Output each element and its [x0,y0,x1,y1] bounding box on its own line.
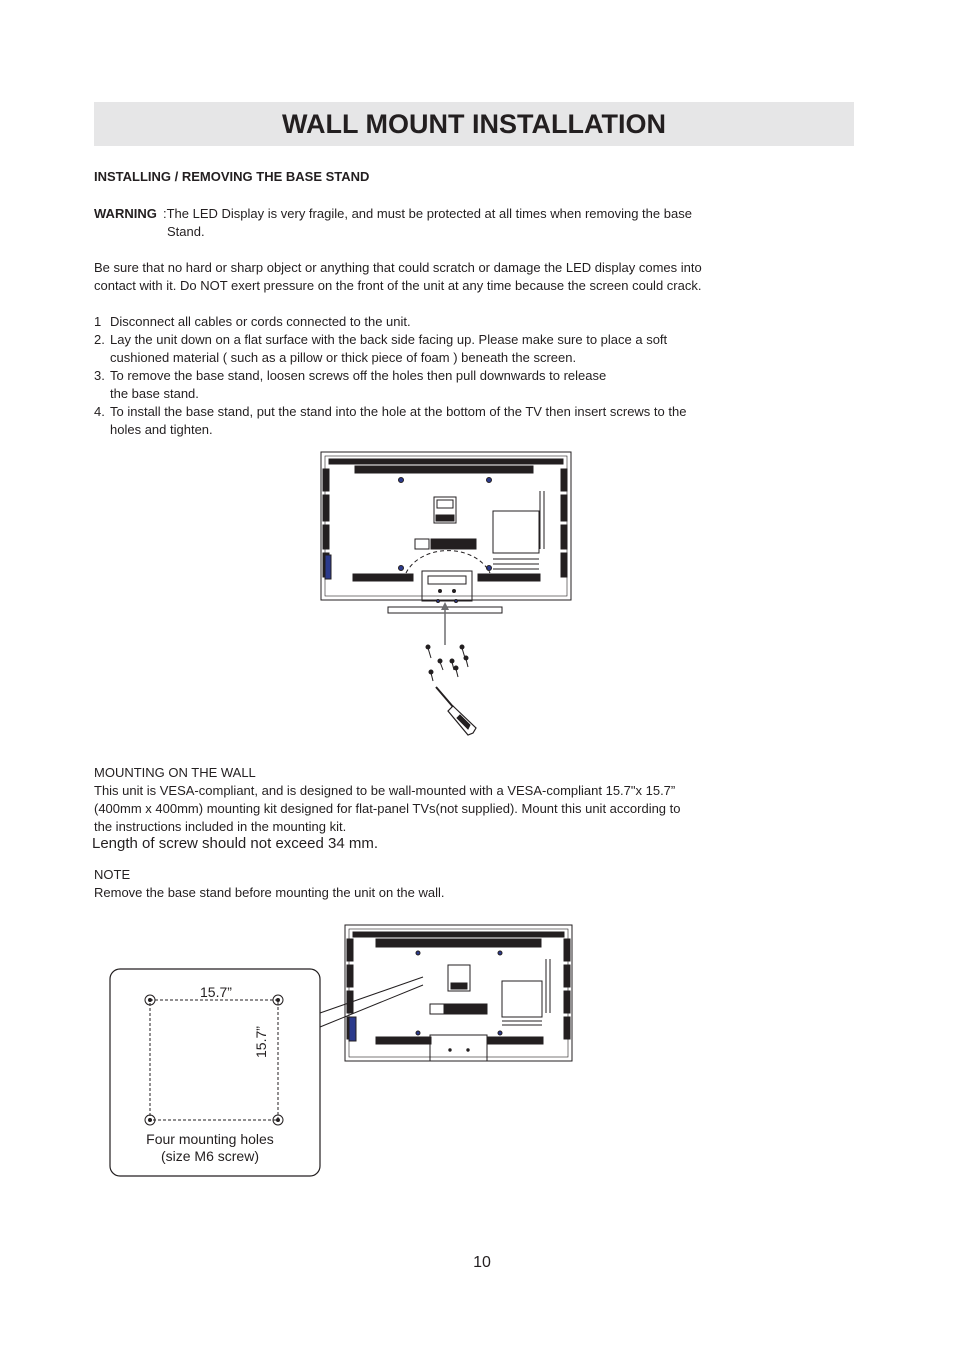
screwdriver-icon [436,687,476,735]
section-heading-base-stand: INSTALLING / REMOVING THE BASE STAND [94,169,370,184]
warning-text-line1: :The LED Display is very fragile, and must be protected at all times when removing the base [163,206,692,221]
step-text: the base stand. [110,386,199,401]
step-number: 2. [94,332,105,347]
step-text: To install the base stand, put the stand into the hole at the bottom of the TV then insert screws to the [110,404,687,419]
section-heading-wall-mount: MOUNTING ON THE WALL [94,765,256,780]
warning-label: WARNING [94,206,157,221]
step-number: 1 [94,314,102,329]
step-text: Disconnect all cables or cords connected to the unit. [110,314,411,329]
height-dimension-label: 15.7” [253,1026,269,1058]
mounting-holes-caption-line1: Four mounting holes [146,1131,274,1147]
step-number: 3. [94,368,105,383]
step-text: Lay the unit down on a flat surface with the back side facing up. Please make sure to place a soft [110,332,668,347]
step-text: holes and tighten. [110,422,213,437]
width-dimension-label: 15.7” [200,984,232,1000]
screw-length-note: Length of screw should not exceed 34 mm. [92,835,378,852]
note-text: Remove the base stand before mounting the unit on the wall. [94,885,445,900]
note-heading: NOTE [94,867,131,882]
tv-back-stand-diagram [310,445,580,745]
wall-mount-text-line3: the instructions included in the mounting kit. [94,819,347,834]
step-text: To remove the base stand, loosen screws off the holes then pull downwards to release [110,368,607,383]
page-title: WALL MOUNT INSTALLATION [282,109,666,139]
wall-mount-text-line2: (400mm x 400mm) mounting kit designed for flat-panel TVs(not supplied). Mount this unit according to [94,801,681,816]
warning-text-line2: Stand. [167,224,205,239]
title-bar [94,102,854,146]
step-number: 4. [94,404,105,419]
caution-paragraph-line1: Be sure that no hard or sharp object or anything that could scratch or damage the LED display comes into [94,260,702,275]
wall-mount-text-line1: This unit is VESA-compliant, and is designed to be wall-mounted with a VESA-compliant 15.7"x 15.7” [94,783,676,798]
caution-paragraph-line2: contact with it. Do NOT exert pressure on the front of the unit at any time because the screen could crack. [94,278,702,293]
step-text: cushioned material ( such as a pillow or thick piece of foam ) beneath the screen. [110,350,577,365]
mounting-holes-caption-line2: (size M6 screw) [160,1148,259,1164]
page-number: 10 [473,1254,491,1271]
